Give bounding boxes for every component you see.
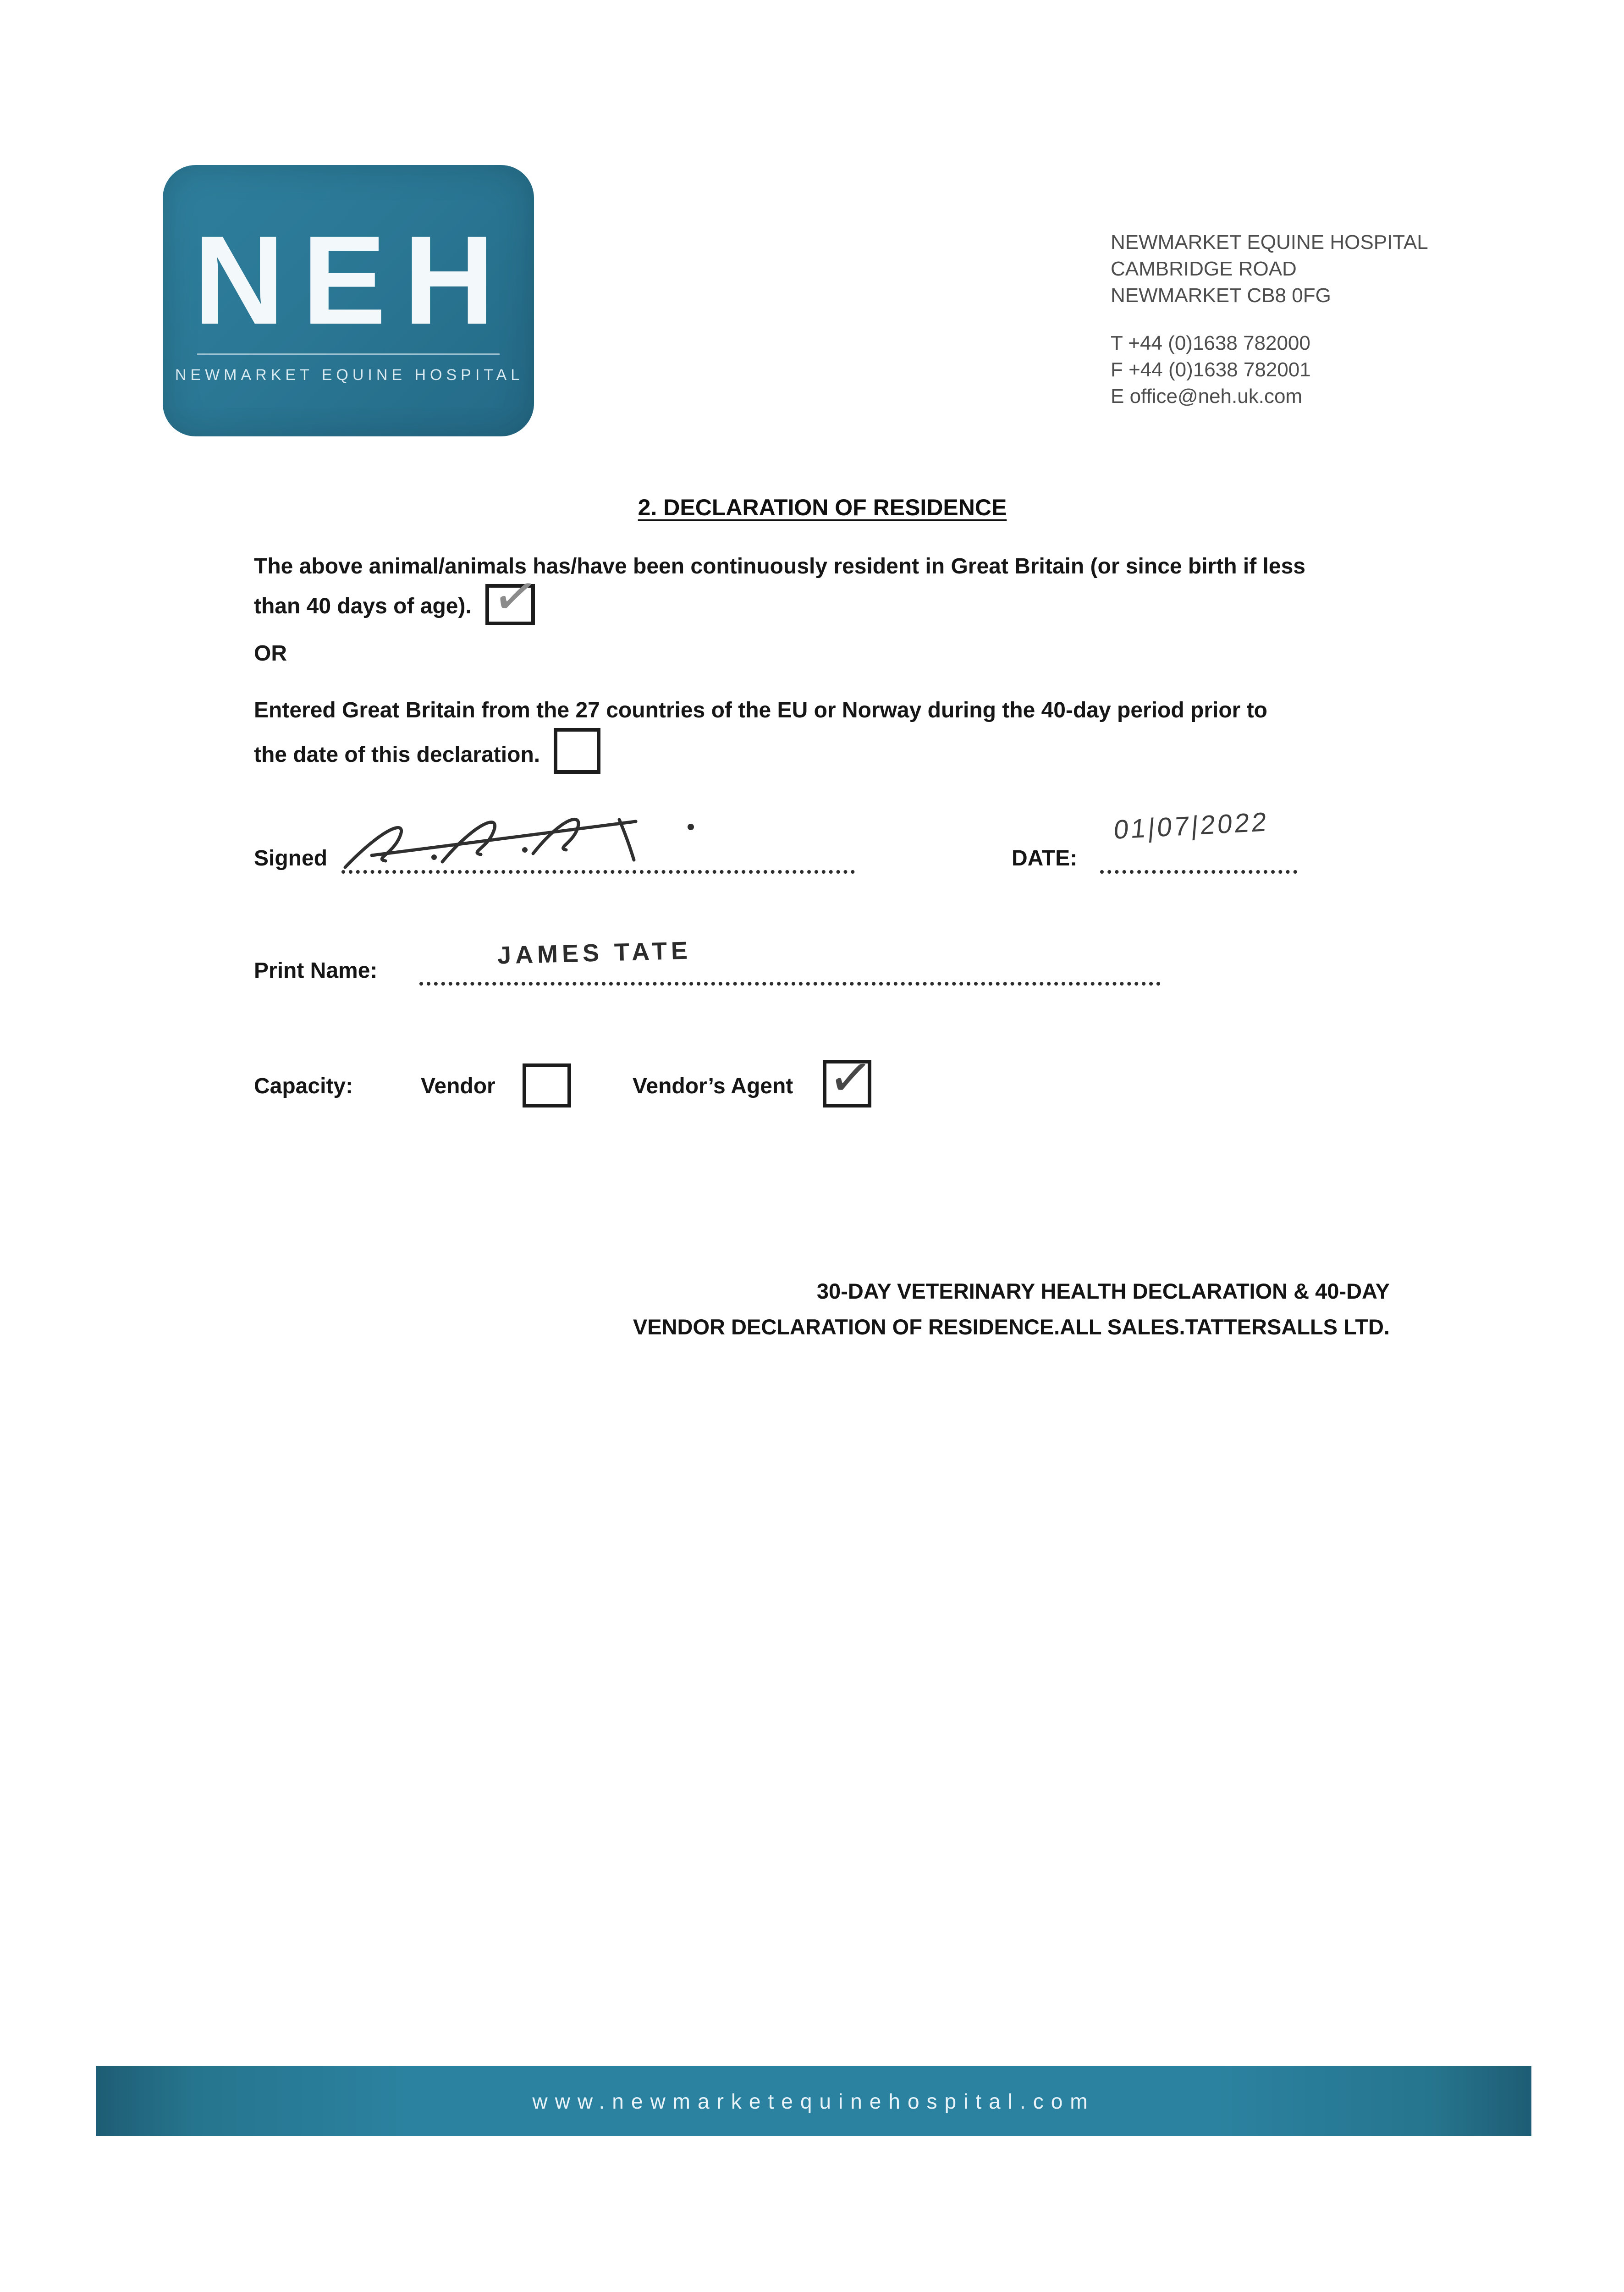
logo-subtitle: NEWMARKET EQUINE HOSPITAL [175,366,524,384]
footer-banner [96,2066,1531,2136]
address-line: NEWMARKET EQUINE HOSPITAL [1111,231,1428,253]
vendors-agent-label: Vendor’s Agent [633,1074,793,1098]
residence-checkbox[interactable] [485,561,543,632]
note-line: VENDOR DECLARATION OF RESIDENCE.ALL SALES.TATTERSALLS LTD. [633,1315,1390,1339]
residence-statement-line2: than 40 days of age). [254,594,472,618]
logo-divider [197,353,500,355]
logo-acronym: NEH [193,210,512,351]
signed-label: Signed [254,846,328,871]
residence-statement [254,549,1427,632]
print-name-value: JAMES TATE [497,937,692,970]
note-line: 30-DAY VETERINARY HEALTH DECLARATION & 40-DAY [816,1279,1390,1303]
entered-gb-statement-line2: the date of this declaration. [254,743,540,767]
email-line: E office@neh.uk.com [1111,385,1303,408]
check-icon: ✓ [825,1045,876,1111]
handwritten-signature [328,799,740,881]
or-label: OR [254,641,287,666]
sales-declaration-note [633,1273,1390,1345]
address-line: NEWMARKET CB8 0FG [1111,284,1331,307]
website-url: www.newmarketequinehospital.com [532,2089,1095,2113]
vendors-agent-checkbox[interactable] [823,1045,876,1111]
vendor-checkbox[interactable] [523,1063,571,1107]
letterhead-address [1111,229,1428,309]
letterhead [1111,229,1428,410]
print-name-label: Print Name: [254,959,378,983]
entered-gb-checkbox[interactable] [554,728,600,774]
check-icon: ✓ [487,561,543,632]
residence-statement-line1: The above animal/animals has/have been continuously resident in Great Britain (or since birth if less [254,554,1305,579]
date-value: 01|07|2022 [1112,806,1270,845]
print-name-line [419,982,1161,986]
entered-gb-statement-line1: Entered Great Britain from the 27 countries of the EU or Norway during the 40-day period prior to [254,698,1267,722]
letterhead-contacts [1111,330,1428,410]
address-line: CAMBRIDGE ROAD [1111,258,1297,280]
date-label: DATE: [1012,846,1078,871]
phone-line: T +44 (0)1638 782000 [1111,332,1310,354]
capacity-label: Capacity: [254,1074,353,1098]
form-title: 2. DECLARATION OF RESIDENCE [638,495,1007,520]
fax-line: F +44 (0)1638 782001 [1111,358,1311,381]
vendor-label: Vendor [421,1074,495,1098]
date-line [1100,870,1297,874]
entered-gb-statement [254,693,1377,774]
neh-logo [163,165,534,436]
signature-scrawl-icon [328,799,740,881]
